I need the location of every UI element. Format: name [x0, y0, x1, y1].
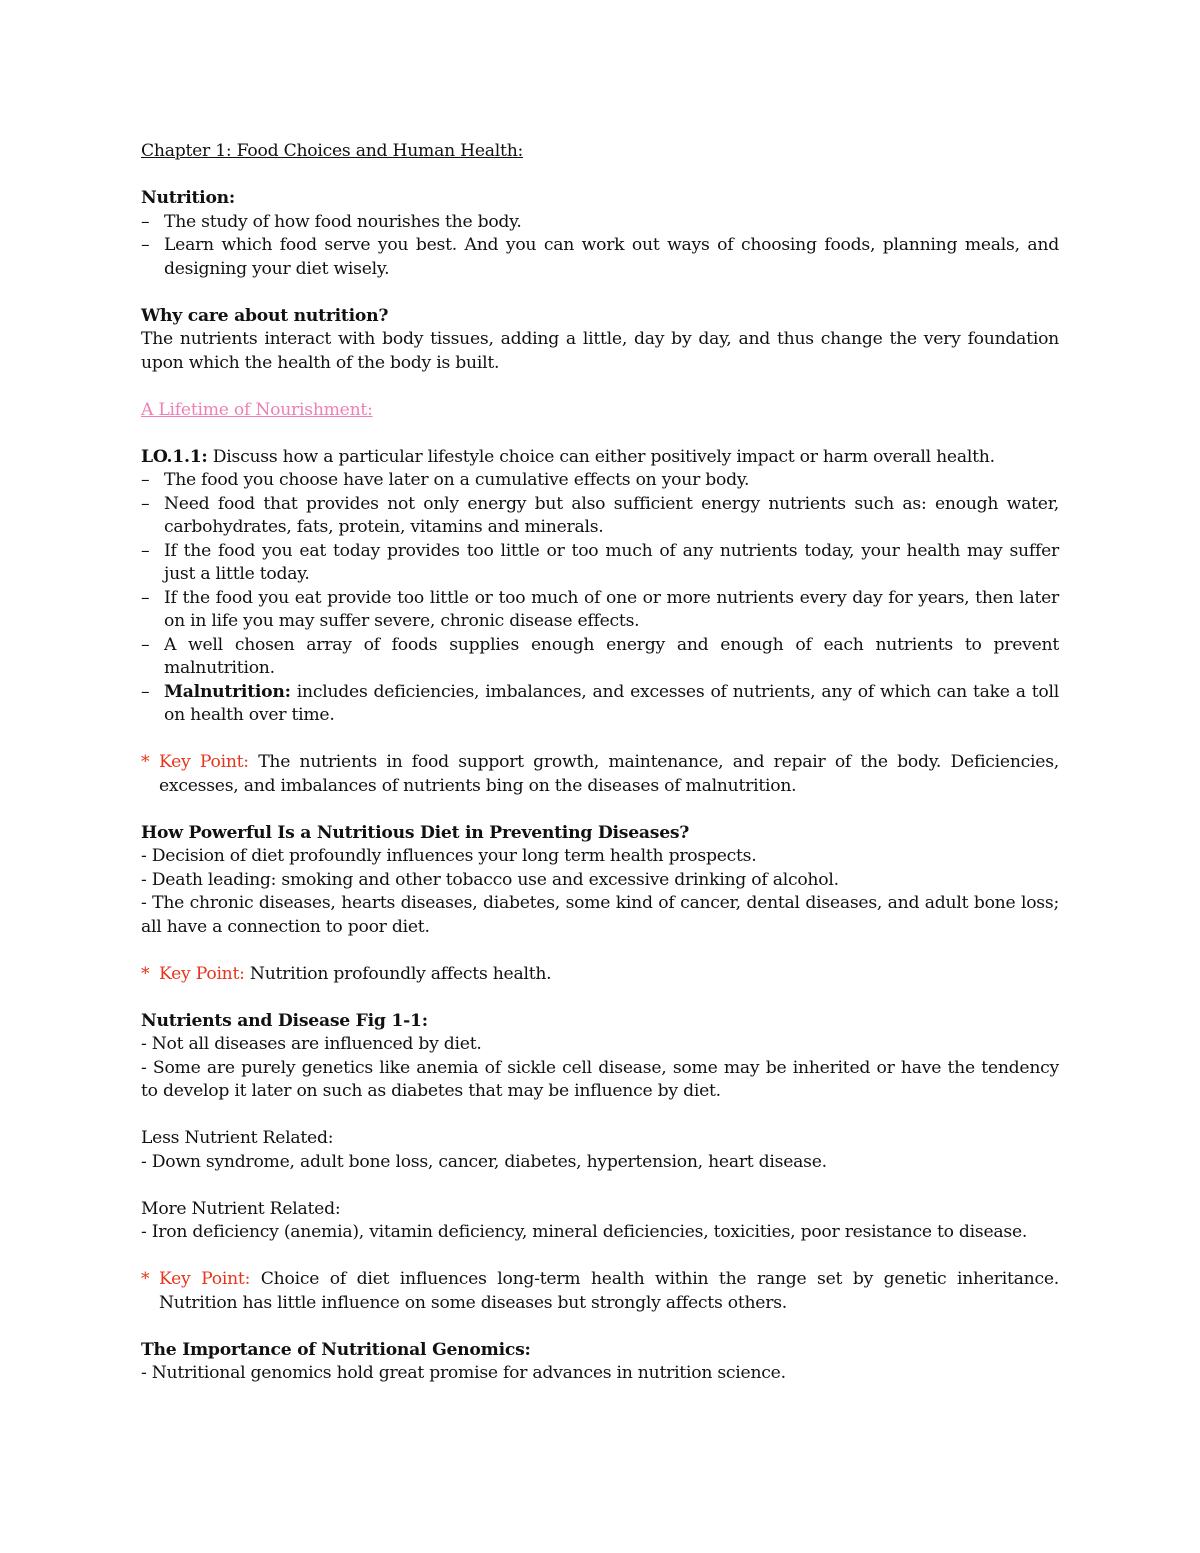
key-point	[141, 751, 1059, 798]
malnutrition-label: Malnutrition:	[164, 681, 291, 702]
powerful-heading: How Powerful Is a Nutritious Diet in Preventing Diseases?	[141, 822, 690, 843]
nutrients-disease-heading: Nutrients and Disease Fig 1-1:	[141, 1010, 428, 1031]
malnutrition-text: includes deficiencies, imbalances, and excesses of nutrients, any of which can take a toll on health over time.	[164, 681, 1059, 725]
lo-label: LO.1.1:	[141, 446, 208, 467]
list-item: – A well chosen array of foods supplies enough energy and enough of each nutrients to prevent malnutrition.	[141, 634, 1059, 681]
lifetime-heading: A Lifetime of Nourishment:	[141, 399, 373, 420]
list-item: – Learn which food serve you best. And you can work out ways of choosing foods, planning meals, and designing your diet wisely.	[141, 234, 1059, 281]
asterisk-icon: *	[141, 963, 150, 984]
more-nutrient-text: - Iron deficiency (anemia), vitamin deficiency, mineral deficiencies, toxicities, poor resistance to disease.	[141, 1222, 1028, 1242]
key-point-label: Key Point:	[159, 963, 245, 984]
key-point-text: Nutrition profoundly affects health.	[244, 963, 552, 984]
list-item: – The study of how food nourishes the body.	[141, 211, 1059, 235]
list-item: – Need food that provides not only energy but also sufficient energy nutrients such as: enough water, carbohydrates, fats, protein, vitamins and minerals.	[141, 493, 1059, 540]
key-point-text: The nutrients in food support growth, maintenance, and repair of the body. Deficiencies, excesses, and imbalances of nutrients bing on the diseases of malnutrition.	[159, 752, 1060, 796]
powerful-line: - Death leading: smoking and other tobacco use and excessive drinking of alcohol.	[141, 869, 839, 890]
key-point-label: Key Point:	[159, 1269, 251, 1289]
genomics-heading: The Importance of Nutritional Genomics:	[141, 1339, 531, 1360]
key-point	[141, 1268, 1059, 1315]
list-item: – If the food you eat today provides too little or too much of any nutrients today, your health may suffer just a little today.	[141, 540, 1059, 587]
nutrition-heading: Nutrition:	[141, 188, 236, 208]
less-nutrient-text: - Down syndrome, adult bone loss, cancer, diabetes, hypertension, heart disease.	[141, 1151, 827, 1172]
key-point	[141, 963, 1059, 987]
nutrients-disease-line: - Not all diseases are influenced by diet.	[141, 1034, 482, 1054]
asterisk-icon: *	[141, 1269, 150, 1289]
lo-text: Discuss how a particular lifestyle choice can either positively impact or harm overall health.	[207, 446, 995, 467]
powerful-line: - Decision of diet profoundly influences your long term health prospects.	[141, 846, 757, 866]
document-page	[141, 140, 1059, 1386]
nutrition-list	[141, 211, 1059, 282]
why-care-heading: Why care about nutrition?	[141, 305, 389, 326]
list-item: – The food you choose have later on a cumulative effects on your body.	[141, 469, 1059, 493]
less-nutrient-label: Less Nutrient Related:	[141, 1128, 334, 1148]
genomics-text: - Nutritional genomics hold great promise for advances in nutrition science.	[141, 1363, 786, 1383]
lifetime-list	[141, 469, 1059, 728]
chapter-title: Chapter 1: Food Choices and Human Health:	[141, 141, 524, 161]
key-point-label: Key Point:	[159, 752, 249, 772]
nutrients-disease-line: - Some are purely genetics like anemia of sickle cell disease, some may be inherited or have the tendency to develop it later on such as diabetes that may be influence by diet.	[141, 1057, 1059, 1101]
asterisk-icon: *	[141, 752, 150, 772]
list-item-malnutrition	[141, 681, 1059, 728]
key-point-text: Choice of diet influences long-term health within the range set by genetic inheritance. Nutrition has little influence on some diseases but strongly affects others.	[159, 1269, 1059, 1313]
learning-objective	[141, 446, 1059, 470]
more-nutrient-label: More Nutrient Related:	[141, 1198, 341, 1219]
why-care-text: The nutrients interact with body tissues, adding a little, day by day, and thus change the very foundation upon which the health of the body is built.	[141, 329, 1059, 373]
powerful-line: - The chronic diseases, hearts diseases, diabetes, some kind of cancer, dental diseases, and adult bone loss; all have a connection to poor diet.	[141, 893, 1059, 937]
list-item: – If the food you eat provide too little or too much of one or more nutrients every day for years, then later on in life you may suffer severe, chronic disease effects.	[141, 587, 1059, 634]
